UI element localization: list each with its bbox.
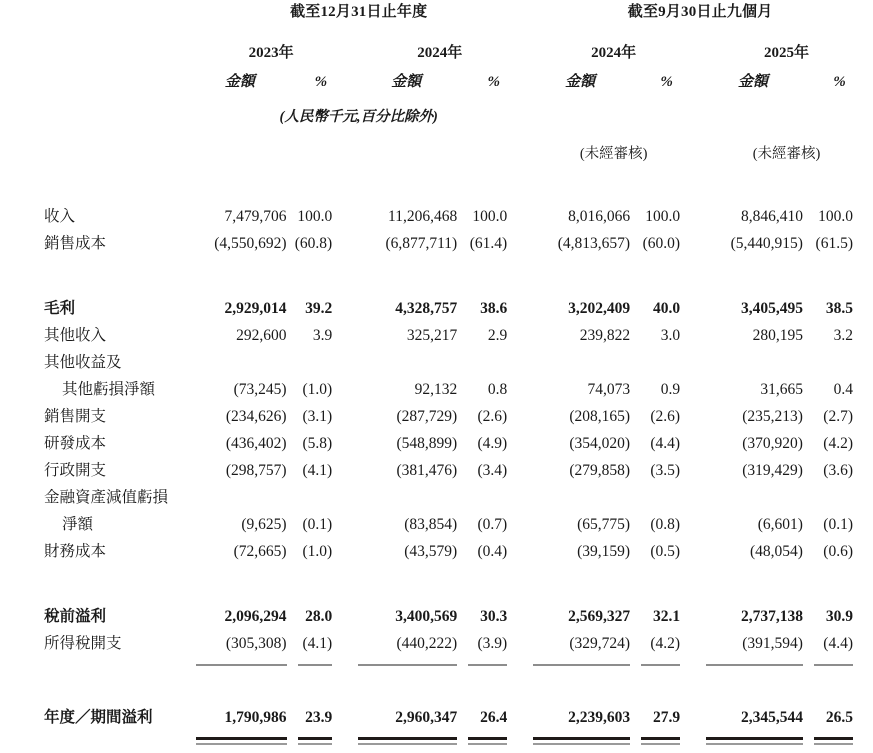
row-value: 32.1 [652, 608, 681, 625]
row-value: 2,960,347 [395, 709, 458, 726]
row-value: 2,096,294 [224, 608, 287, 625]
header-currency-right-blank [527, 93, 873, 126]
row-value [352, 484, 460, 511]
row-value: 2,929,014 [224, 300, 287, 317]
row-value: 100.0 [818, 208, 853, 225]
table-row [0, 230, 873, 257]
row-value: 3,202,409 [568, 300, 631, 317]
row-value: (3.5) [650, 462, 681, 479]
table-body [0, 203, 873, 745]
row-value: (4,550,692) [214, 235, 287, 252]
table-row [0, 295, 873, 322]
row-value: 3,400,569 [395, 608, 458, 625]
table-row [0, 457, 873, 484]
double-rule-blank [0, 731, 190, 745]
table-header [0, 0, 873, 203]
row-value: (4.2) [823, 435, 853, 452]
table-row [0, 630, 873, 657]
row-value: (61.5) [815, 235, 853, 252]
row-value: 325,217 [406, 327, 458, 344]
row-value: (1.0) [302, 381, 333, 398]
row-value: (4.2) [650, 635, 681, 652]
row-value: (2.7) [823, 408, 853, 425]
row-value: (72,665) [233, 543, 287, 560]
row-value: 239,822 [579, 327, 631, 344]
row-label: 金融資產減值虧損 [44, 489, 169, 506]
row-value: (234,626) [225, 408, 287, 425]
row-value [460, 484, 527, 511]
row-value: (3.4) [477, 462, 508, 479]
header-amount-2025-nine-month: 金額 [738, 74, 769, 90]
row-value: (4.9) [477, 435, 508, 452]
header-bottom-spacer [0, 165, 873, 203]
total-double-rule [527, 731, 633, 745]
row-value: (436,402) [225, 435, 287, 452]
row-value: 2.9 [487, 327, 508, 344]
row-value: (0.4) [477, 543, 508, 560]
row-value: 30.9 [825, 608, 853, 625]
header-unaudited-row [0, 126, 873, 165]
row-value: (60.8) [294, 235, 333, 252]
table-row [0, 538, 873, 565]
row-value: (6,877,711) [385, 235, 458, 252]
table-row [0, 349, 873, 376]
row-value: 7,479,706 [224, 208, 287, 225]
total-double-rule [352, 731, 460, 745]
row-value: (287,729) [396, 408, 458, 425]
header-unit-row [0, 66, 873, 93]
row-value: (3.6) [823, 462, 853, 479]
header-amount-2024-nine-month: 金額 [565, 74, 596, 90]
table-row [0, 203, 873, 230]
row-value: (5.8) [302, 435, 333, 452]
header-year-2023: 2023年 [248, 45, 294, 61]
row-value: (3.9) [477, 635, 508, 652]
row-value: (9,625) [241, 516, 287, 533]
row-value: 3,405,495 [740, 300, 803, 317]
row-value: 38.6 [480, 300, 508, 317]
row-value [190, 484, 289, 511]
row-value: (1.0) [302, 543, 333, 560]
header-currency-row [0, 93, 873, 126]
unaudited-label-2025: (未經審核) [752, 146, 821, 162]
subtotal-rule-row [0, 657, 873, 666]
row-value [290, 484, 353, 511]
row-value: (2.6) [477, 408, 508, 425]
header-unaudited-blank [0, 126, 190, 165]
row-value: 74,073 [587, 381, 631, 398]
unaudited-label-2024: (未經審核) [579, 146, 648, 162]
row-value [352, 349, 460, 376]
row-value: (235,213) [742, 408, 803, 425]
row-value: 26.4 [480, 709, 508, 726]
row-value: 39.2 [305, 300, 333, 317]
section-gap [0, 257, 873, 295]
row-value: 3.0 [660, 327, 681, 344]
total-double-rule [460, 731, 527, 745]
row-value: (0.7) [477, 516, 508, 533]
row-value [806, 349, 873, 376]
row-value: (4.4) [650, 435, 681, 452]
row-value: (370,920) [742, 435, 803, 452]
row-value: (4.1) [302, 462, 333, 479]
row-value: (354,020) [569, 435, 631, 452]
row-value: 38.5 [825, 300, 853, 317]
header-percent-2025-nine-month: % [833, 74, 846, 90]
header-year-blank [0, 27, 190, 66]
row-value: 8,846,410 [740, 208, 803, 225]
row-value: (83,854) [404, 516, 458, 533]
row-value [290, 349, 353, 376]
row-value: (65,775) [577, 516, 631, 533]
row-value: (73,245) [233, 381, 287, 398]
total-double-rule [190, 731, 289, 745]
subtotal-rule [460, 657, 527, 666]
row-value [460, 349, 527, 376]
table-row [0, 430, 873, 457]
row-value: 8,016,066 [568, 208, 631, 225]
row-value: 4,328,757 [395, 300, 458, 317]
header-group-annual: 截至12月31日止年度 [290, 4, 428, 20]
table-row [0, 511, 873, 538]
row-value: 40.0 [652, 300, 681, 317]
row-value [700, 484, 806, 511]
row-value: (5,440,915) [730, 235, 803, 252]
table-row [0, 704, 873, 731]
row-label: 毛利 [44, 300, 76, 317]
row-value: 2,239,603 [568, 709, 631, 726]
row-value: 92,132 [414, 381, 458, 398]
header-year-2025-nine-month: 2025年 [764, 45, 810, 61]
row-label: 研發成本 [44, 435, 107, 452]
row-value: (4.4) [823, 635, 853, 652]
row-value: 28.0 [305, 608, 333, 625]
row-value: 100.0 [297, 208, 333, 225]
row-value: 2,569,327 [568, 608, 631, 625]
row-label: 財務成本 [44, 543, 107, 560]
row-label: 其他虧損淨額 [62, 381, 156, 398]
row-value: (4.1) [302, 635, 333, 652]
row-label: 其他收入 [44, 327, 107, 344]
row-value: (391,594) [742, 635, 803, 652]
row-value [633, 484, 700, 511]
row-value [527, 484, 633, 511]
header-year-2024-nine-month: 2024年 [591, 45, 637, 61]
subtotal-rule [806, 657, 873, 666]
row-value: 27.9 [652, 709, 681, 726]
header-percent-2024-annual: % [487, 74, 500, 90]
subtotal-rule [190, 657, 289, 666]
row-value: (43,579) [404, 543, 458, 560]
header-group-nine-month: 截至9月30日止九個月 [627, 4, 773, 20]
row-value: (0.8) [650, 516, 681, 533]
row-label: 淨額 [62, 516, 94, 533]
row-value: (60.0) [642, 235, 681, 252]
total-double-rule [633, 731, 700, 745]
row-value: (440,222) [396, 635, 458, 652]
subtotal-rule [352, 657, 460, 666]
row-value: 31,665 [760, 381, 803, 398]
row-value: 3.9 [312, 327, 333, 344]
currency-note: (人民幣千元,百分比除外) [279, 109, 438, 125]
row-value: (208,165) [569, 408, 631, 425]
rule-blank [0, 657, 190, 666]
header-year-row [0, 27, 873, 66]
row-value: (329,724) [569, 635, 631, 652]
table-row [0, 322, 873, 349]
row-value: (279,858) [569, 462, 631, 479]
row-label: 所得稅開支 [44, 635, 122, 652]
row-value: (298,757) [225, 462, 287, 479]
row-label: 行政開支 [44, 462, 107, 479]
row-value: 0.8 [487, 381, 508, 398]
row-value: 30.3 [480, 608, 508, 625]
row-value: (548,899) [396, 435, 458, 452]
row-value: 3.2 [833, 327, 853, 344]
row-value: 292,600 [236, 327, 287, 344]
row-value: (39,159) [577, 543, 631, 560]
row-value: 2,345,544 [740, 709, 803, 726]
row-label: 其他收益及 [44, 354, 122, 371]
row-value: (2.6) [650, 408, 681, 425]
row-value: (0.5) [650, 543, 681, 560]
row-value: (0.1) [823, 516, 853, 533]
row-value: 0.9 [660, 381, 681, 398]
row-value: 280,195 [752, 327, 803, 344]
row-value [700, 349, 806, 376]
row-label: 年度／期間溢利 [44, 709, 153, 726]
row-value: 2,737,138 [740, 608, 803, 625]
row-value: (48,054) [750, 543, 803, 560]
table-row [0, 603, 873, 630]
header-year-2024-annual: 2024年 [417, 45, 463, 61]
row-value [633, 349, 700, 376]
row-value: 0.4 [833, 381, 853, 398]
row-value [527, 349, 633, 376]
row-value: (381,476) [396, 462, 458, 479]
row-value: (6,601) [757, 516, 803, 533]
row-label: 銷售成本 [44, 235, 107, 252]
row-value: (61.4) [469, 235, 508, 252]
row-value: 11,206,468 [388, 208, 458, 225]
header-unaudited-left-blank [190, 126, 527, 165]
row-value: 23.9 [305, 709, 333, 726]
header-percent-2024-nine-month: % [660, 74, 673, 90]
subtotal-rule [527, 657, 633, 666]
row-value: 100.0 [472, 208, 508, 225]
subtotal-rule [633, 657, 700, 666]
header-corner-blank [0, 0, 190, 27]
section-gap [0, 565, 873, 603]
row-value: (0.6) [823, 543, 853, 560]
header-amount-2023: 金額 [224, 74, 255, 90]
table-row [0, 484, 873, 511]
section-gap [0, 666, 873, 704]
subtotal-rule [700, 657, 806, 666]
row-value: (4,813,657) [557, 235, 631, 252]
row-value [806, 484, 873, 511]
table-row [0, 376, 873, 403]
total-double-rule [700, 731, 806, 745]
header-group-row [0, 0, 873, 27]
header-unit-blank [0, 66, 190, 93]
row-value: (0.1) [302, 516, 333, 533]
header-amount-2024-annual: 金額 [391, 74, 422, 90]
row-value: 1,790,986 [224, 709, 287, 726]
total-double-rule [290, 731, 353, 745]
row-label: 銷售開支 [44, 408, 107, 425]
subtotal-rule [290, 657, 353, 666]
header-percent-2023: % [314, 74, 328, 90]
row-value: (319,429) [742, 462, 803, 479]
row-value: 26.5 [825, 709, 853, 726]
table-row [0, 403, 873, 430]
row-value: (3.1) [302, 408, 333, 425]
row-label: 稅前溢利 [44, 608, 107, 625]
header-currency-blank [0, 93, 190, 126]
row-value [190, 349, 289, 376]
total-double-rule [806, 731, 873, 745]
row-label: 收入 [44, 208, 76, 225]
row-value: 100.0 [645, 208, 681, 225]
row-value: (305,308) [225, 635, 287, 652]
total-double-rule-row [0, 731, 873, 745]
